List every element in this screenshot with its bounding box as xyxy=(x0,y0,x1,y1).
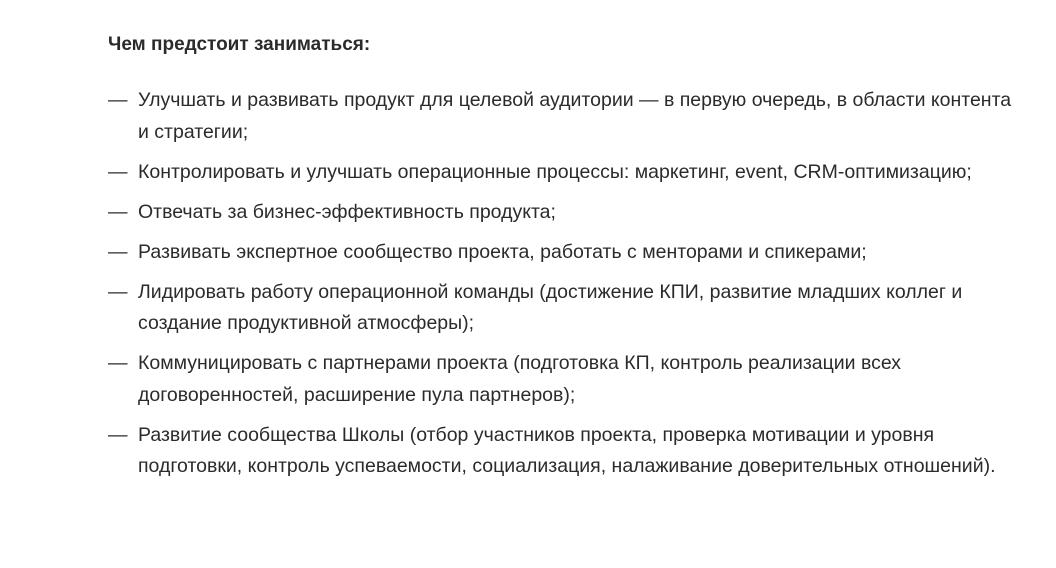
dash-marker: — xyxy=(108,352,128,374)
dash-marker: — xyxy=(108,240,128,263)
list-item-text: Развитие сообщества Школы (отбор участников проекта, проверка мотивации и уровня подготовки, контроль успеваемости, социализация, налаживание доверительных отношений). xyxy=(138,423,996,477)
list-item xyxy=(108,157,1018,189)
list-item xyxy=(108,348,1018,411)
list-item-text: Контролировать и улучшать операционные процессы: маркетинг, event, CRM-оптимизацию; xyxy=(138,160,972,183)
section-heading: Чем предстоит заниматься: xyxy=(108,34,371,55)
dash-marker: — xyxy=(108,89,128,111)
list-item xyxy=(108,197,1018,229)
list-item-text: Лидировать работу операционной команды (достижение КПИ, развитие младших коллег и создание продуктивной атмосферы); xyxy=(138,280,963,334)
list-item-text: Коммуницировать с партнерами проекта (подготовка КП, контроль реализации всех договоренностей, расширение пула партнеров); xyxy=(138,352,902,406)
list-item-text: Развивать экспертное сообщество проекта, работать с менторами и спикерами; xyxy=(138,240,867,263)
list-item xyxy=(108,85,1018,148)
list-item-text: Отвечать за бизнес-эффективность продукта; xyxy=(138,200,556,223)
dash-marker: — xyxy=(108,423,128,446)
list-item xyxy=(108,237,1018,269)
dash-marker: — xyxy=(108,280,128,303)
list-item xyxy=(108,420,1018,483)
duties-section xyxy=(108,30,1018,491)
list-item xyxy=(108,277,1018,340)
duties-list xyxy=(108,85,1018,483)
dash-marker: — xyxy=(108,200,128,223)
dash-marker: — xyxy=(108,160,128,183)
list-item-text: Улучшать и развивать продукт для целевой аудитории — в первую очередь, в области контента и стратегии; xyxy=(138,89,1012,143)
